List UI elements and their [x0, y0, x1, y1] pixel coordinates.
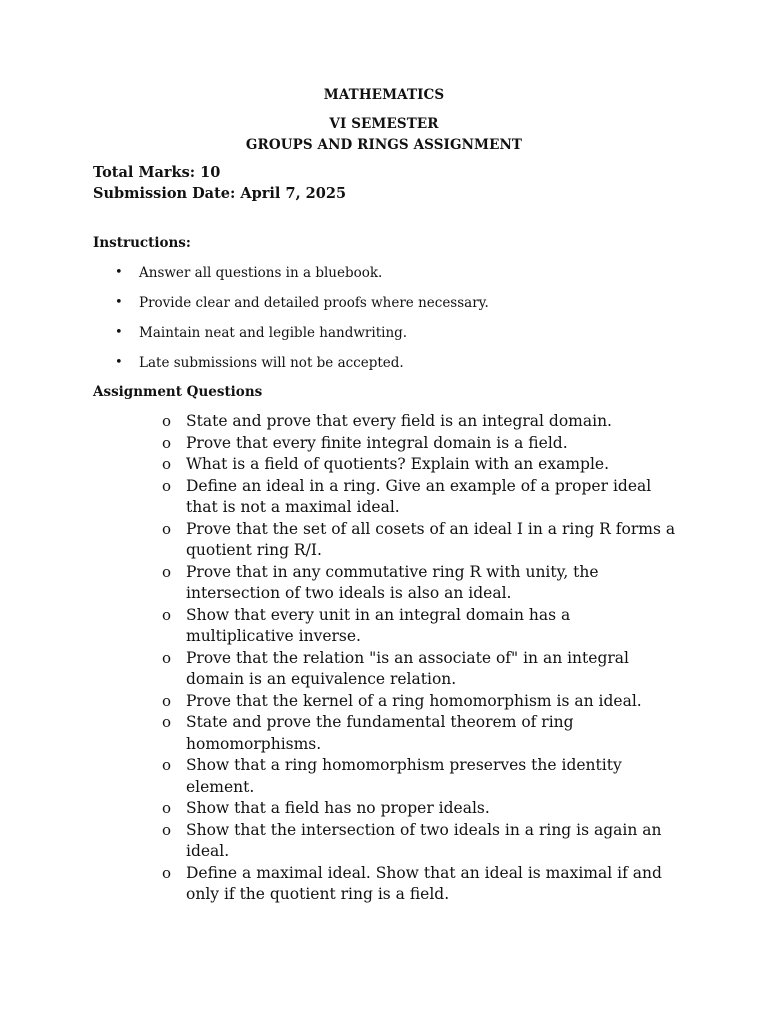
total-marks: Total Marks: 10	[93, 164, 221, 181]
circle-bullet-icon: o	[162, 713, 172, 731]
submission-date: Submission Date: April 7, 2025	[93, 185, 347, 202]
questions-list	[160, 411, 680, 906]
circle-bullet-icon: o	[162, 476, 172, 495]
question-item	[160, 712, 680, 755]
question-text: Show that a ring homomorphism preserves the identity element.	[186, 756, 622, 796]
question-text: State and prove the fundamental theorem of ring homomorphisms.	[186, 713, 574, 753]
question-text: Prove that the kernel of a ring homomorphism is an ideal.	[186, 691, 642, 710]
instruction-text: Late submissions will not be accepted.	[139, 355, 404, 371]
question-text: Show that a field has no proper ideals.	[186, 799, 490, 817]
question-item	[160, 519, 680, 562]
question-text: What is a field of quotients? Explain with an example.	[186, 455, 610, 473]
instruction-item	[93, 293, 489, 323]
question-item	[160, 433, 680, 455]
question-item	[160, 454, 680, 476]
instruction-item	[93, 323, 489, 353]
question-text: Show that every unit in an integral domain has a multiplicative inverse.	[186, 605, 571, 645]
instructions-list	[93, 263, 489, 383]
question-text: Define an ideal in a ring. Give an example of a proper ideal that is not a maximal ideal.	[186, 476, 652, 516]
question-item	[160, 863, 680, 906]
question-text: Prove that every finite integral domain is a field.	[186, 433, 568, 452]
question-item	[160, 605, 680, 648]
bullet-icon: •	[115, 295, 123, 310]
question-text: Prove that the set of all cosets of an ideal I in a ring R forms a quotient ring R/I.	[186, 519, 676, 559]
circle-bullet-icon: o	[162, 799, 172, 817]
question-text: Prove that the relation "is an associate of" in an integral domain is an equivalence relation.	[186, 648, 629, 688]
question-item	[160, 798, 680, 820]
question-text: Show that the intersection of two ideals in a ring is again an ideal.	[186, 820, 662, 860]
circle-bullet-icon: o	[162, 863, 172, 882]
circle-bullet-icon: o	[162, 412, 172, 430]
instruction-text: Answer all questions in a bluebook.	[139, 265, 383, 281]
bullet-icon: •	[115, 355, 123, 370]
instruction-text: Maintain neat and legible handwriting.	[139, 325, 408, 341]
subject-title: MATHEMATICS	[323, 87, 445, 103]
circle-bullet-icon: o	[162, 691, 172, 710]
circle-bullet-icon: o	[162, 820, 172, 839]
question-item	[160, 755, 680, 798]
assignment-questions-heading: Assignment Questions	[93, 384, 263, 400]
circle-bullet-icon: o	[162, 433, 172, 452]
semester-title: VI SEMESTER	[329, 116, 439, 132]
question-text: Define a maximal ideal. Show that an ideal is maximal if and only if the quotient ring is a field.	[186, 863, 662, 903]
circle-bullet-icon: o	[162, 648, 172, 667]
instruction-text: Provide clear and detailed proofs where necessary.	[139, 295, 489, 311]
instruction-item	[93, 353, 489, 383]
bullet-icon: •	[115, 265, 123, 280]
instructions-heading: Instructions:	[93, 235, 191, 251]
question-item	[160, 691, 680, 713]
question-item	[160, 820, 680, 863]
question-text: Prove that in any commutative ring R with unity, the intersection of two ideals is also an ideal.	[186, 562, 599, 602]
question-item	[160, 648, 680, 691]
question-text: State and prove that every field is an integral domain.	[186, 412, 612, 430]
question-item	[160, 411, 680, 433]
circle-bullet-icon: o	[162, 562, 172, 581]
bullet-icon: •	[115, 325, 123, 340]
question-item	[160, 562, 680, 605]
circle-bullet-icon: o	[162, 455, 172, 473]
instruction-item	[93, 263, 489, 293]
question-item	[160, 476, 680, 519]
circle-bullet-icon: o	[162, 756, 172, 774]
circle-bullet-icon: o	[162, 605, 172, 624]
assignment-title: GROUPS AND RINGS ASSIGNMENT	[245, 137, 523, 153]
circle-bullet-icon: o	[162, 519, 172, 538]
